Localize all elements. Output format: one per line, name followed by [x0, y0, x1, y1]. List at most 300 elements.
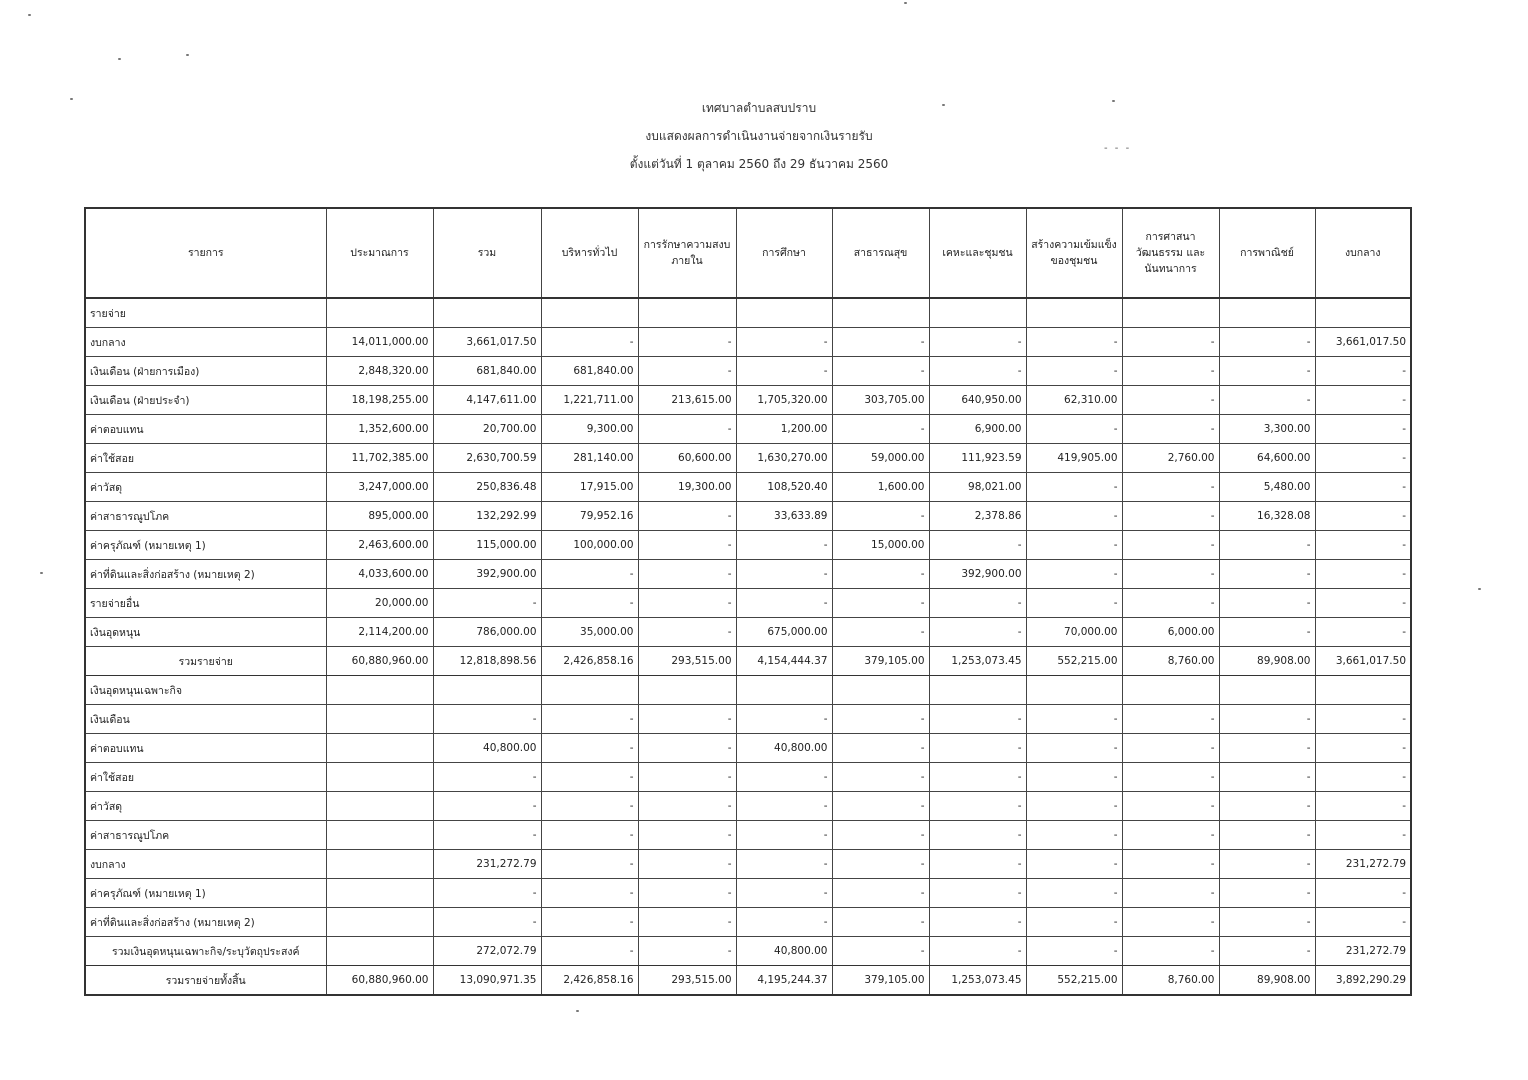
- cell-value: 1,600.00: [832, 473, 929, 502]
- cell-value: 5,480.00: [1219, 473, 1315, 502]
- cell-value: -: [1219, 937, 1315, 966]
- cell-value: 40,800.00: [736, 937, 832, 966]
- grand-total-row: [85, 966, 1411, 996]
- cell-value: -: [541, 705, 638, 734]
- cell-value: -: [541, 937, 638, 966]
- col-header: บริหารทั่วไป: [541, 208, 638, 298]
- cell-value: 3,247,000.00: [326, 473, 433, 502]
- cell-value: 379,105.00: [832, 647, 929, 676]
- cell-value: -: [929, 357, 1026, 386]
- scan-speck: [40, 572, 43, 574]
- cell-value: -: [929, 879, 1026, 908]
- table-row: [85, 589, 1411, 618]
- table-row: [85, 386, 1411, 415]
- cell-value: -: [1315, 908, 1411, 937]
- cell-value: -: [1315, 792, 1411, 821]
- cell-value: -: [1122, 531, 1219, 560]
- cell-value: -: [433, 589, 541, 618]
- cell-value: -: [1026, 734, 1122, 763]
- cell-value: -: [1122, 589, 1219, 618]
- cell-value: -: [929, 705, 1026, 734]
- cell-value: -: [832, 792, 929, 821]
- side-note: - - -: [1104, 143, 1132, 154]
- scan-speck: [118, 58, 121, 60]
- cell-value: -: [638, 763, 736, 792]
- row-label: ค่าใช้สอย: [85, 763, 326, 792]
- col-header: สร้างความเข้มแข็งของชุมชน: [1026, 208, 1122, 298]
- row-label: ค่าที่ดินและสิ่งก่อสร้าง (หมายเหตุ 2): [85, 560, 326, 589]
- row-label: รวมเงินอุดหนุนเฉพาะกิจ/ระบุวัตถุประสงค์: [85, 937, 326, 966]
- cell-value: -: [1219, 560, 1315, 589]
- cell-value: -: [832, 705, 929, 734]
- col-header: เคหะและชุมชน: [929, 208, 1026, 298]
- empty-cell: [1026, 676, 1122, 705]
- row-label: ค่าตอบแทน: [85, 415, 326, 444]
- cell-value: 59,000.00: [832, 444, 929, 473]
- col-header: การศาสนา วัฒนธรรม และนันทนาการ: [1122, 208, 1219, 298]
- empty-cell: [541, 298, 638, 328]
- cell-value: -: [1026, 792, 1122, 821]
- cell-value: -: [1315, 444, 1411, 473]
- cell-value: 60,880,960.00: [326, 647, 433, 676]
- table-row: [85, 473, 1411, 502]
- cell-value: 20,700.00: [433, 415, 541, 444]
- table-row: [85, 879, 1411, 908]
- empty-cell: [433, 676, 541, 705]
- cell-value: -: [1315, 705, 1411, 734]
- col-header: การพาณิชย์: [1219, 208, 1315, 298]
- cell-value: -: [1122, 502, 1219, 531]
- expenditure-table: [84, 207, 1412, 996]
- cell-value: 64,600.00: [1219, 444, 1315, 473]
- empty-cell: [1122, 298, 1219, 328]
- cell-value: 786,000.00: [433, 618, 541, 647]
- col-header: งบกลาง: [1315, 208, 1411, 298]
- row-label: ค่าวัสดุ: [85, 792, 326, 821]
- cell-value: 8,760.00: [1122, 647, 1219, 676]
- cell-value: -: [1315, 531, 1411, 560]
- scan-speck: [904, 2, 907, 4]
- table-row: [85, 618, 1411, 647]
- cell-value: -: [832, 850, 929, 879]
- cell-value: -: [1026, 502, 1122, 531]
- cell-value: 70,000.00: [1026, 618, 1122, 647]
- row-label: รายจ่ายอื่น: [85, 589, 326, 618]
- cell-value: 115,000.00: [433, 531, 541, 560]
- cell-value: 60,880,960.00: [326, 966, 433, 996]
- table-row: [85, 821, 1411, 850]
- cell-value: 11,702,385.00: [326, 444, 433, 473]
- cell-value: 2,114,200.00: [326, 618, 433, 647]
- row-label: เงินเดือน (ฝ่ายประจำ): [85, 386, 326, 415]
- cell-value: -: [736, 589, 832, 618]
- cell-value: [326, 850, 433, 879]
- table-row: [85, 908, 1411, 937]
- row-label: ค่าที่ดินและสิ่งก่อสร้าง (หมายเหตุ 2): [85, 908, 326, 937]
- col-header: สาธารณสุข: [832, 208, 929, 298]
- cell-value: -: [1219, 357, 1315, 386]
- cell-value: 4,154,444.37: [736, 647, 832, 676]
- cell-value: -: [929, 589, 1026, 618]
- empty-cell: [1315, 676, 1411, 705]
- cell-value: 79,952.16: [541, 502, 638, 531]
- cell-value: 419,905.00: [1026, 444, 1122, 473]
- cell-value: -: [736, 908, 832, 937]
- cell-value: -: [638, 560, 736, 589]
- empty-cell: [832, 298, 929, 328]
- cell-value: -: [736, 531, 832, 560]
- cell-value: 1,253,073.45: [929, 966, 1026, 996]
- cell-value: -: [638, 589, 736, 618]
- cell-value: -: [1122, 763, 1219, 792]
- row-label: รวมรายจ่าย: [85, 647, 326, 676]
- empty-cell: [1315, 298, 1411, 328]
- cell-value: -: [541, 763, 638, 792]
- cell-value: -: [541, 734, 638, 763]
- cell-value: 20,000.00: [326, 589, 433, 618]
- cell-value: 231,272.79: [433, 850, 541, 879]
- cell-value: -: [929, 531, 1026, 560]
- cell-value: -: [1026, 473, 1122, 502]
- col-header: ประมาณการ: [326, 208, 433, 298]
- cell-value: 640,950.00: [929, 386, 1026, 415]
- cell-value: -: [832, 763, 929, 792]
- cell-value: 675,000.00: [736, 618, 832, 647]
- cell-value: 895,000.00: [326, 502, 433, 531]
- empty-cell: [832, 676, 929, 705]
- cell-value: 35,000.00: [541, 618, 638, 647]
- scan-speck: [28, 14, 31, 16]
- cell-value: 213,615.00: [638, 386, 736, 415]
- row-label: เงินอุดหนุน: [85, 618, 326, 647]
- cell-value: -: [832, 502, 929, 531]
- cell-value: [326, 937, 433, 966]
- scan-speck: [186, 54, 189, 56]
- row-label: ค่าสาธารณูปโภค: [85, 821, 326, 850]
- empty-cell: [1219, 298, 1315, 328]
- section-title: เงินอุดหนุนเฉพาะกิจ: [85, 676, 326, 705]
- total-row: [85, 937, 1411, 966]
- cell-value: -: [736, 879, 832, 908]
- row-label: ค่าวัสดุ: [85, 473, 326, 502]
- cell-value: 60,600.00: [638, 444, 736, 473]
- cell-value: -: [832, 734, 929, 763]
- cell-value: 2,760.00: [1122, 444, 1219, 473]
- cell-value: -: [929, 850, 1026, 879]
- cell-value: -: [736, 328, 832, 357]
- cell-value: -: [1315, 763, 1411, 792]
- total-row: [85, 647, 1411, 676]
- cell-value: -: [1315, 386, 1411, 415]
- cell-value: -: [832, 560, 929, 589]
- cell-value: 1,630,270.00: [736, 444, 832, 473]
- cell-value: -: [929, 763, 1026, 792]
- cell-value: -: [1315, 879, 1411, 908]
- cell-value: 108,520.40: [736, 473, 832, 502]
- cell-value: 40,800.00: [736, 734, 832, 763]
- table-row: [85, 415, 1411, 444]
- cell-value: -: [1219, 792, 1315, 821]
- cell-value: 392,900.00: [433, 560, 541, 589]
- cell-value: 100,000.00: [541, 531, 638, 560]
- cell-value: -: [929, 618, 1026, 647]
- cell-value: -: [736, 792, 832, 821]
- cell-value: 13,090,971.35: [433, 966, 541, 996]
- cell-value: 303,705.00: [832, 386, 929, 415]
- cell-value: -: [1219, 734, 1315, 763]
- cell-value: -: [1026, 763, 1122, 792]
- cell-value: 4,147,611.00: [433, 386, 541, 415]
- empty-cell: [1219, 676, 1315, 705]
- cell-value: 392,900.00: [929, 560, 1026, 589]
- cell-value: -: [1026, 531, 1122, 560]
- cell-value: -: [1219, 589, 1315, 618]
- row-label: ค่าใช้สอย: [85, 444, 326, 473]
- cell-value: [326, 734, 433, 763]
- cell-value: 15,000.00: [832, 531, 929, 560]
- cell-value: [326, 879, 433, 908]
- empty-cell: [929, 298, 1026, 328]
- cell-value: 12,818,898.56: [433, 647, 541, 676]
- cell-value: 6,000.00: [1122, 618, 1219, 647]
- cell-value: -: [433, 792, 541, 821]
- cell-value: -: [736, 560, 832, 589]
- cell-value: -: [1122, 879, 1219, 908]
- cell-value: -: [541, 821, 638, 850]
- cell-value: 379,105.00: [832, 966, 929, 996]
- cell-value: -: [832, 328, 929, 357]
- cell-value: 98,021.00: [929, 473, 1026, 502]
- cell-value: -: [1219, 763, 1315, 792]
- row-label: ค่าครุภัณฑ์ (หมายเหตุ 1): [85, 879, 326, 908]
- cell-value: 111,923.59: [929, 444, 1026, 473]
- empty-cell: [736, 298, 832, 328]
- cell-value: -: [1026, 328, 1122, 357]
- cell-value: -: [1122, 386, 1219, 415]
- empty-cell: [326, 676, 433, 705]
- cell-value: -: [1026, 821, 1122, 850]
- cell-value: 16,328.08: [1219, 502, 1315, 531]
- empty-cell: [433, 298, 541, 328]
- cell-value: -: [1219, 328, 1315, 357]
- col-header: การรักษาความสงบภายใน: [638, 208, 736, 298]
- cell-value: -: [832, 618, 929, 647]
- row-label: งบกลาง: [85, 328, 326, 357]
- cell-value: -: [433, 821, 541, 850]
- cell-value: -: [1219, 850, 1315, 879]
- cell-value: -: [1219, 618, 1315, 647]
- cell-value: 293,515.00: [638, 966, 736, 996]
- cell-value: -: [929, 908, 1026, 937]
- cell-value: 1,705,320.00: [736, 386, 832, 415]
- cell-value: -: [1219, 386, 1315, 415]
- section-title: รายจ่าย: [85, 298, 326, 328]
- cell-value: -: [638, 908, 736, 937]
- cell-value: -: [929, 734, 1026, 763]
- cell-value: -: [1315, 734, 1411, 763]
- cell-value: 3,661,017.50: [433, 328, 541, 357]
- table-row: [85, 502, 1411, 531]
- cell-value: -: [1026, 937, 1122, 966]
- cell-value: 2,426,858.16: [541, 647, 638, 676]
- cell-value: 8,760.00: [1122, 966, 1219, 996]
- cell-value: 681,840.00: [433, 357, 541, 386]
- cell-value: 552,215.00: [1026, 966, 1122, 996]
- cell-value: -: [1122, 473, 1219, 502]
- cell-value: -: [1026, 908, 1122, 937]
- cell-value: [326, 705, 433, 734]
- cell-value: -: [433, 705, 541, 734]
- cell-value: -: [638, 502, 736, 531]
- cell-value: 3,661,017.50: [1315, 328, 1411, 357]
- cell-value: -: [1026, 705, 1122, 734]
- cell-value: 3,892,290.29: [1315, 966, 1411, 996]
- cell-value: -: [541, 850, 638, 879]
- row-label: ค่าครุภัณฑ์ (หมายเหตุ 1): [85, 531, 326, 560]
- header-row: [85, 208, 1411, 298]
- cell-value: 2,463,600.00: [326, 531, 433, 560]
- cell-value: 231,272.79: [1315, 850, 1411, 879]
- cell-value: -: [1026, 560, 1122, 589]
- cell-value: -: [929, 792, 1026, 821]
- cell-value: -: [1315, 473, 1411, 502]
- col-header: การศึกษา: [736, 208, 832, 298]
- cell-value: 6,900.00: [929, 415, 1026, 444]
- cell-value: -: [832, 589, 929, 618]
- cell-value: -: [638, 531, 736, 560]
- cell-value: 293,515.00: [638, 647, 736, 676]
- empty-cell: [638, 298, 736, 328]
- scan-speck: [1478, 588, 1481, 590]
- report-title: งบแสดงผลการดำเนินงานจ่ายจากเงินรายรับ: [645, 129, 873, 143]
- cell-value: -: [1122, 705, 1219, 734]
- cell-value: -: [638, 879, 736, 908]
- cell-value: -: [541, 908, 638, 937]
- cell-value: -: [1122, 792, 1219, 821]
- org-name: เทศบาลตำบลสบปราบ: [701, 101, 817, 115]
- cell-value: 1,221,711.00: [541, 386, 638, 415]
- cell-value: -: [1315, 589, 1411, 618]
- scan-speck: [576, 1010, 579, 1012]
- cell-value: -: [1026, 850, 1122, 879]
- table-row: [85, 850, 1411, 879]
- cell-value: 2,378.86: [929, 502, 1026, 531]
- cell-value: -: [1315, 821, 1411, 850]
- table-row: [85, 444, 1411, 473]
- table-row: [85, 560, 1411, 589]
- col-header: รวม: [433, 208, 541, 298]
- cell-value: 250,836.48: [433, 473, 541, 502]
- cell-value: 17,915.00: [541, 473, 638, 502]
- cell-value: 3,300.00: [1219, 415, 1315, 444]
- section-row: [85, 676, 1411, 705]
- cell-value: -: [832, 937, 929, 966]
- cell-value: -: [1026, 589, 1122, 618]
- table-row: [85, 705, 1411, 734]
- cell-value: 62,310.00: [1026, 386, 1122, 415]
- cell-value: 3,661,017.50: [1315, 647, 1411, 676]
- empty-cell: [1122, 676, 1219, 705]
- cell-value: [326, 763, 433, 792]
- cell-value: -: [1315, 560, 1411, 589]
- cell-value: -: [433, 879, 541, 908]
- empty-cell: [736, 676, 832, 705]
- cell-value: -: [1122, 937, 1219, 966]
- cell-value: -: [541, 879, 638, 908]
- cell-value: 18,198,255.00: [326, 386, 433, 415]
- cell-value: 33,633.89: [736, 502, 832, 531]
- empty-cell: [1026, 298, 1122, 328]
- cell-value: -: [541, 560, 638, 589]
- cell-value: -: [1122, 415, 1219, 444]
- cell-value: -: [1315, 357, 1411, 386]
- cell-value: -: [433, 908, 541, 937]
- empty-cell: [929, 676, 1026, 705]
- cell-value: -: [638, 821, 736, 850]
- cell-value: -: [1315, 415, 1411, 444]
- table-row: [85, 357, 1411, 386]
- cell-value: 89,908.00: [1219, 647, 1315, 676]
- cell-value: [326, 792, 433, 821]
- row-label: เงินเดือน: [85, 705, 326, 734]
- cell-value: -: [1122, 850, 1219, 879]
- cell-value: -: [638, 618, 736, 647]
- empty-cell: [326, 298, 433, 328]
- row-label: ค่าสาธารณูปโภค: [85, 502, 326, 531]
- cell-value: -: [929, 821, 1026, 850]
- cell-value: 2,426,858.16: [541, 966, 638, 996]
- empty-cell: [541, 676, 638, 705]
- cell-value: -: [638, 792, 736, 821]
- cell-value: 19,300.00: [638, 473, 736, 502]
- cell-value: 132,292.99: [433, 502, 541, 531]
- cell-value: -: [1219, 821, 1315, 850]
- cell-value: 281,140.00: [541, 444, 638, 473]
- cell-value: -: [929, 328, 1026, 357]
- cell-value: -: [1122, 328, 1219, 357]
- cell-value: -: [1026, 357, 1122, 386]
- cell-value: -: [1122, 734, 1219, 763]
- cell-value: 272,072.79: [433, 937, 541, 966]
- table-row: [85, 734, 1411, 763]
- cell-value: -: [1122, 560, 1219, 589]
- cell-value: 9,300.00: [541, 415, 638, 444]
- cell-value: -: [1122, 821, 1219, 850]
- cell-value: -: [638, 328, 736, 357]
- cell-value: -: [1219, 908, 1315, 937]
- cell-value: -: [736, 821, 832, 850]
- cell-value: -: [638, 357, 736, 386]
- cell-value: [326, 908, 433, 937]
- cell-value: -: [736, 850, 832, 879]
- cell-value: -: [736, 763, 832, 792]
- cell-value: -: [541, 792, 638, 821]
- row-label: เงินเดือน (ฝ่ายการเมือง): [85, 357, 326, 386]
- cell-value: 89,908.00: [1219, 966, 1315, 996]
- cell-value: 231,272.79: [1315, 937, 1411, 966]
- empty-cell: [638, 676, 736, 705]
- cell-value: -: [832, 821, 929, 850]
- table-row: [85, 763, 1411, 792]
- cell-value: -: [832, 908, 929, 937]
- section-row: [85, 298, 1411, 328]
- cell-value: -: [736, 705, 832, 734]
- row-label: ค่าตอบแทน: [85, 734, 326, 763]
- cell-value: -: [541, 589, 638, 618]
- row-label: รวมรายจ่ายทั้งสิ้น: [85, 966, 326, 996]
- cell-value: -: [1026, 415, 1122, 444]
- cell-value: 14,011,000.00: [326, 328, 433, 357]
